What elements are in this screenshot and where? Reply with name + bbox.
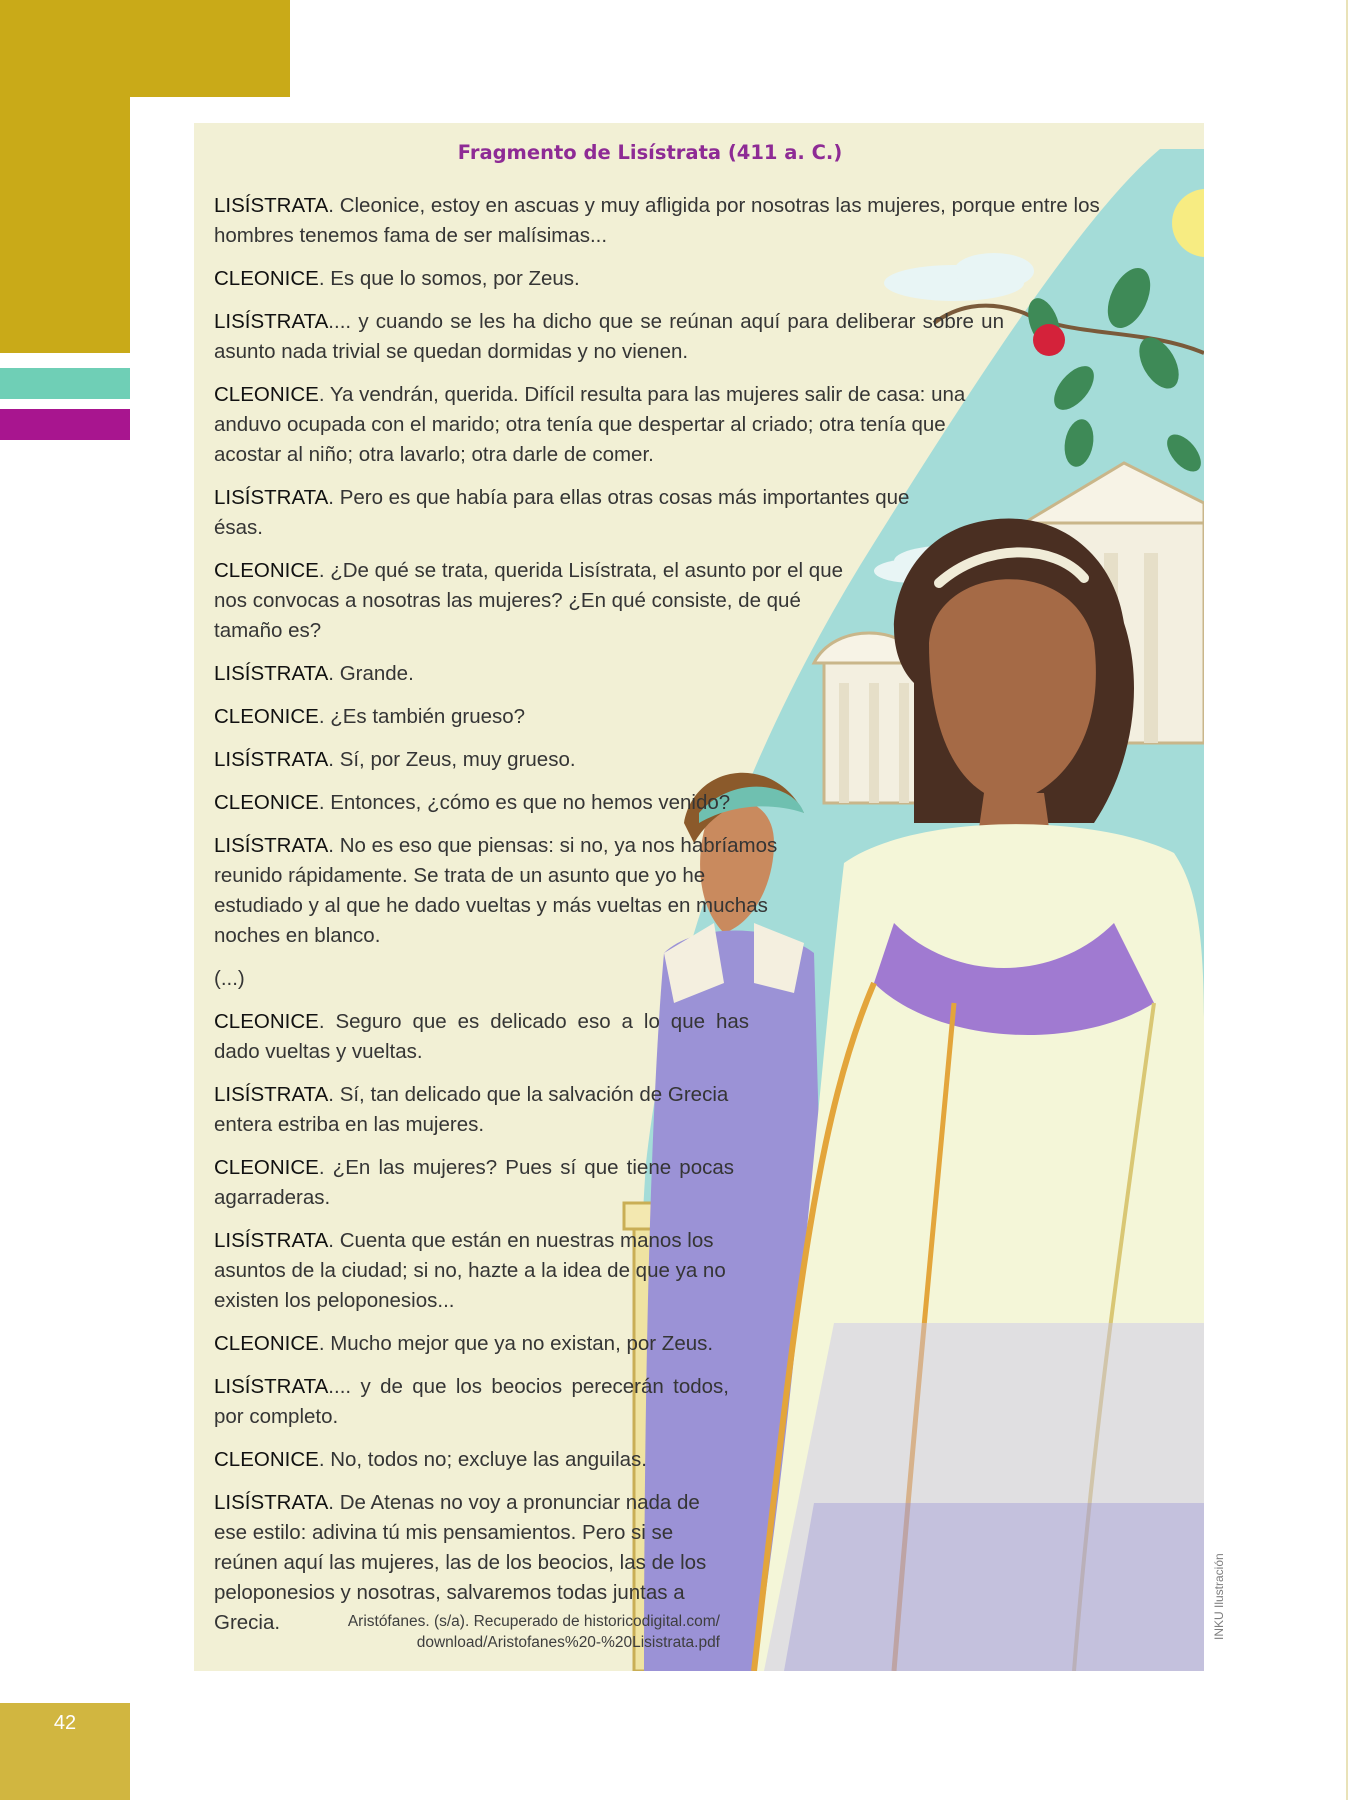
line-text: . Ya vendrán, querida. Difícil resulta para las mujeres salir de casa: una anduvo ocupada con el marido; otra tenía que despertar al criado; otra tenía que acostar al niño; otra lavarlo; otra darle de comer.: [214, 383, 966, 466]
line-text: . Cuenta que están en nuestras manos los asuntos de la ciudad; si no, hazte a la idea de que ya no existen los peloponesios...: [214, 1229, 726, 1312]
dialogue-line: [214, 191, 1114, 251]
dialogue-line: [214, 307, 1004, 367]
speaker-name: LISÍSTRATA: [214, 1375, 329, 1398]
dialogue-line: [214, 659, 854, 689]
page-edge-line: [1346, 0, 1348, 1800]
line-text: . No, todos no; excluye las anguilas.: [318, 1448, 648, 1471]
line-text: . Pero es que había para ellas otras cosas más importantes que ésas.: [214, 486, 910, 539]
speaker-name: CLEONICE: [214, 1332, 319, 1355]
line-text: . Sí, tan delicado que la salvación de Grecia entera estriba en las mujeres.: [214, 1083, 729, 1136]
page-title: Fragmento de Lisístrata (411 a. C.): [457, 141, 843, 164]
line-text: . Es que lo somos, por Zeus.: [318, 267, 580, 290]
line-text: . ¿Es también grueso?: [318, 705, 526, 728]
speaker-name: LISÍSTRATA: [214, 310, 329, 333]
dialogue-line: [214, 556, 874, 646]
speaker-name: CLEONICE: [214, 705, 319, 728]
gold-side-band: [0, 97, 130, 353]
dialogue-line: [214, 788, 794, 818]
speaker-name: CLEONICE: [214, 791, 319, 814]
line-text: .... y cuando se les ha dicho que se reúnan aquí para deliberar sobre un asunto nada trivial se quedan dormidas y no vienen.: [214, 310, 1004, 363]
line-text: . Grande.: [328, 662, 414, 685]
citation-line: Aristófanes. (s/a). Recuperado de historicodigital.com/: [347, 1613, 720, 1630]
line-text: . De Atenas no voy a pronunciar nada de ese estilo: adivina tú mis pensamientos. Pero si se reúnen aquí las mujeres, las de los beocios, las de los peloponesios y nosotras, salvaremos todas juntas a Grecia.: [214, 1491, 707, 1634]
speaker-name: LISÍSTRATA: [214, 486, 329, 509]
citation-line: download/Aristofanes%20-%20Lisistrata.pdf: [416, 1634, 720, 1651]
dialogue-line: [214, 1153, 734, 1213]
speaker-name: LISÍSTRATA: [214, 1491, 329, 1514]
page-number: 42: [53, 1712, 77, 1734]
dialogue-line: [214, 483, 914, 543]
speaker-name: LISÍSTRATA: [214, 194, 329, 217]
line-text: . Seguro que es delicado eso a lo que has dado vueltas y vueltas.: [214, 1010, 749, 1063]
speaker-name: CLEONICE: [214, 559, 319, 582]
dialogue-body: [214, 191, 1114, 1651]
reading-panel: [194, 123, 1204, 1671]
line-text: . No es eso que piensas: si no, ya nos habríamos reunido rápidamente. Se trata de un asunto que yo he estudiado y al que he dado vueltas y más vueltas en muchas noches en blanco.: [214, 834, 778, 947]
dialogue-line: [214, 1445, 734, 1475]
speaker-name: CLEONICE: [214, 1010, 319, 1033]
speaker-name: LISÍSTRATA: [214, 1229, 329, 1252]
line-text: (...): [214, 967, 245, 990]
gold-corner-block: [0, 0, 290, 97]
speaker-name: CLEONICE: [214, 267, 319, 290]
dialogue-line: [214, 964, 774, 994]
illustration-credit: INKU Ilustración: [1212, 1553, 1226, 1640]
dialogue-line: [214, 1372, 729, 1432]
speaker-name: CLEONICE: [214, 1156, 319, 1179]
speaker-name: LISÍSTRATA: [214, 1083, 329, 1106]
dialogue-line: [214, 1226, 734, 1316]
speaker-name: LISÍSTRATA: [214, 748, 329, 771]
speaker-name: LISÍSTRATA: [214, 834, 329, 857]
line-text: . Entonces, ¿cómo es que no hemos venido?: [318, 791, 731, 814]
speaker-name: LISÍSTRATA: [214, 662, 329, 685]
line-text: .... y de que los beocios perecerán todos, por completo.: [214, 1375, 729, 1428]
dialogue-line: [214, 1080, 744, 1140]
dialogue-line: [214, 1329, 774, 1359]
speaker-name: CLEONICE: [214, 383, 319, 406]
source-citation: [294, 1611, 720, 1653]
dialogue-line: [214, 702, 834, 732]
line-text: . Sí, por Zeus, muy grueso.: [328, 748, 576, 771]
dialogue-line: [214, 831, 780, 951]
line-text: . Cleonice, estoy en ascuas y muy afligida por nosotras las mujeres, porque entre los hombres tenemos fama de ser malísimas...: [214, 194, 1100, 247]
dialogue-line: [214, 1007, 749, 1067]
magenta-stripe: [0, 409, 130, 440]
line-text: . Mucho mejor que ya no existan, por Zeus.: [318, 1332, 714, 1355]
dialogue-line: [214, 745, 814, 775]
dialogue-line: [214, 264, 1114, 294]
line-text: . ¿En las mujeres? Pues sí que tiene pocas agarraderas.: [214, 1156, 734, 1209]
line-text: . ¿De qué se trata, querida Lisístrata, el asunto por el que nos convocas a nosotras las mujeres? ¿En qué consiste, de qué tamaño es?: [214, 559, 844, 642]
speaker-name: CLEONICE: [214, 1448, 319, 1471]
teal-stripe: [0, 368, 130, 399]
dialogue-line: [214, 380, 974, 470]
